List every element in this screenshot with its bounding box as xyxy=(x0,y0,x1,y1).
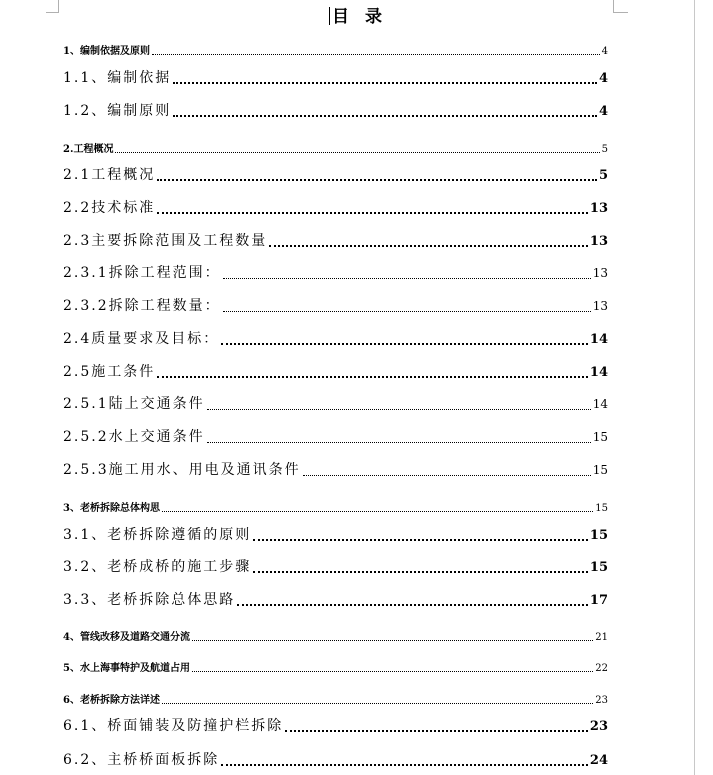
toc-entry-page-number: 5 xyxy=(601,144,608,155)
toc-entry-page-number: 22 xyxy=(595,663,608,674)
toc-entry-page-number: 4 xyxy=(598,104,608,119)
toc-entry-page-number: 13 xyxy=(589,234,608,249)
toc-entry[interactable] xyxy=(63,328,608,348)
toc-entry-label: 3.1、老桥拆除遵循的原则 xyxy=(63,527,252,543)
toc-dot-leader xyxy=(192,640,593,641)
toc-entry-label: 6、老桥拆除方法详述 xyxy=(63,695,160,706)
toc-entry[interactable] xyxy=(63,499,608,514)
toc-entry-page-number: 13 xyxy=(592,266,608,280)
toc-entry[interactable] xyxy=(63,715,608,735)
toc-entry-page-number: 23 xyxy=(595,695,608,706)
toc-entry-page-number: 17 xyxy=(589,593,608,608)
toc-dot-leader xyxy=(192,671,593,672)
toc-entry-page-number: 5 xyxy=(598,168,608,183)
toc-dot-leader xyxy=(162,511,593,512)
toc-dot-leader xyxy=(285,730,588,732)
toc-entry[interactable] xyxy=(63,197,608,217)
toc-dot-leader xyxy=(207,442,591,443)
toc-dot-leader xyxy=(237,604,588,606)
toc-entry[interactable] xyxy=(63,164,608,184)
toc-dot-leader xyxy=(157,212,588,214)
toc-entry[interactable] xyxy=(63,589,608,609)
toc-entry[interactable] xyxy=(63,67,608,87)
toc-entry-label: 2.1工程概况 xyxy=(63,167,156,183)
toc-dot-leader xyxy=(115,152,599,153)
toc-entry-label: 5、水上海事特护及航道占用 xyxy=(63,663,190,674)
toc-title-left: 目 xyxy=(332,7,351,27)
toc-dot-leader xyxy=(303,475,591,476)
toc-entry-label: 1.2、编制原则 xyxy=(63,103,172,119)
toc-entry[interactable] xyxy=(63,691,608,706)
toc-entry-page-number: 4 xyxy=(598,71,608,86)
toc-entry-label: 3.2、老桥成桥的施工步骤 xyxy=(63,559,252,575)
toc-entry[interactable] xyxy=(63,100,608,120)
toc-entry-label: 2.3.1拆除工程范围： xyxy=(63,265,221,281)
toc-dot-leader xyxy=(221,764,588,766)
toc-title xyxy=(0,2,713,27)
toc-entry-page-number: 24 xyxy=(589,753,608,768)
toc-entry-page-number: 14 xyxy=(589,365,608,380)
toc-dot-leader xyxy=(253,539,588,541)
toc-dot-leader xyxy=(173,82,597,84)
toc-entry-page-number: 23 xyxy=(589,719,608,734)
toc-entry[interactable] xyxy=(63,140,608,155)
toc-title-right: 录 xyxy=(365,7,384,27)
toc-dot-leader xyxy=(223,278,591,279)
text-cursor xyxy=(329,7,330,25)
toc-entry-label: 4、管线改移及道路交通分流 xyxy=(63,632,190,643)
toc-entry[interactable] xyxy=(63,42,608,57)
toc-entry-page-number: 13 xyxy=(592,299,608,313)
toc-entry-page-number: 15 xyxy=(592,463,608,477)
toc-entry-page-number: 14 xyxy=(592,397,608,411)
toc-dot-leader xyxy=(269,245,588,247)
toc-entry[interactable] xyxy=(63,524,608,544)
toc-dot-leader xyxy=(221,343,588,345)
toc-entry-page-number: 15 xyxy=(589,560,608,575)
toc-entry-label: 2.3主要拆除范围及工程数量 xyxy=(63,233,268,249)
page-edge xyxy=(694,0,695,775)
toc-entry-label: 1.1、编制依据 xyxy=(63,70,172,86)
toc-entry-page-number: 14 xyxy=(589,332,608,347)
toc-entry[interactable] xyxy=(63,749,608,769)
toc-dot-leader xyxy=(162,703,593,704)
toc-entry[interactable] xyxy=(63,361,608,381)
toc-entry[interactable] xyxy=(63,262,608,282)
toc-entry[interactable] xyxy=(63,295,608,315)
toc-entry-label: 2.5施工条件 xyxy=(63,364,156,380)
toc-entry[interactable] xyxy=(63,230,608,250)
toc-entry-label: 2.4质量要求及目标： xyxy=(63,331,220,347)
toc-entry[interactable] xyxy=(63,556,608,576)
toc-entry-label: 1、编制依据及原则 xyxy=(63,46,150,57)
toc-dot-leader xyxy=(253,571,588,573)
toc-entry-page-number: 13 xyxy=(589,201,608,216)
toc-entry-label: 2.工程概况 xyxy=(63,144,114,155)
toc-entry-label: 6.2、主桥桥面板拆除 xyxy=(63,752,220,768)
toc-entry-label: 3.3、老桥拆除总体思路 xyxy=(63,592,236,608)
toc-entry-label: 2.2技术标准 xyxy=(63,200,156,216)
toc-entry[interactable] xyxy=(63,659,608,674)
toc-entry-label: 2.5.2水上交通条件 xyxy=(63,429,205,445)
toc-dot-leader xyxy=(207,409,591,410)
toc-entry-page-number: 15 xyxy=(592,430,608,444)
toc-dot-leader xyxy=(223,311,591,312)
toc-dot-leader xyxy=(152,54,600,55)
toc-entry[interactable] xyxy=(63,459,608,479)
toc-entry[interactable] xyxy=(63,393,608,413)
toc-entry-label: 3、老桥拆除总体构思 xyxy=(63,503,160,514)
toc-entry[interactable] xyxy=(63,628,608,643)
toc-dot-leader xyxy=(157,179,597,181)
toc-entry-page-number: 4 xyxy=(601,46,608,57)
toc-entry-label: 2.3.2拆除工程数量： xyxy=(63,298,221,314)
toc-entry[interactable] xyxy=(63,426,608,446)
toc-entry-label: 2.5.3施工用水、用电及通讯条件 xyxy=(63,462,301,478)
toc-entry-label: 2.5.1陆上交通条件 xyxy=(63,396,205,412)
toc-dot-leader xyxy=(173,115,597,117)
toc-entry-page-number: 21 xyxy=(595,632,608,643)
toc-entry-label: 6.1、桥面铺装及防撞护栏拆除 xyxy=(63,718,284,734)
toc-dot-leader xyxy=(157,376,588,378)
toc-entry-page-number: 15 xyxy=(595,503,608,514)
toc-entry-page-number: 15 xyxy=(589,528,608,543)
